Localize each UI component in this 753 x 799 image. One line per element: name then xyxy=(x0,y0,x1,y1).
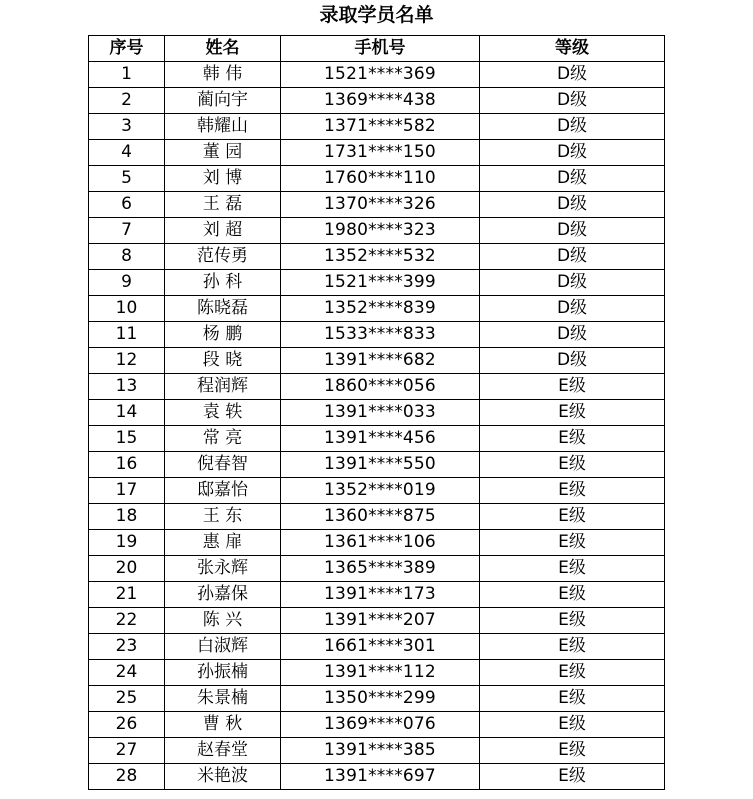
cell-name: 白淑辉 xyxy=(165,634,281,660)
cell-no: 23 xyxy=(89,634,165,660)
cell-name: 曹 秋 xyxy=(165,712,281,738)
cell-grade: E级 xyxy=(480,452,665,478)
page-title: 录取学员名单 xyxy=(319,4,434,26)
cell-grade: E级 xyxy=(480,426,665,452)
cell-no: 21 xyxy=(89,582,165,608)
cell-grade: D级 xyxy=(480,192,665,218)
cell-grade: D级 xyxy=(480,218,665,244)
cell-no: 17 xyxy=(89,478,165,504)
cell-no: 8 xyxy=(89,244,165,270)
table-row xyxy=(89,192,665,218)
cell-name: 赵春堂 xyxy=(165,738,281,764)
cell-phone: 1521****369 xyxy=(281,62,480,88)
cell-no: 16 xyxy=(89,452,165,478)
table-row xyxy=(89,556,665,582)
cell-name: 孙振楠 xyxy=(165,660,281,686)
cell-no: 7 xyxy=(89,218,165,244)
cell-grade: E级 xyxy=(480,660,665,686)
cell-no: 2 xyxy=(89,88,165,114)
cell-phone: 1391****456 xyxy=(281,426,480,452)
cell-grade: D级 xyxy=(480,244,665,270)
cell-grade: E级 xyxy=(480,738,665,764)
cell-grade: D级 xyxy=(480,270,665,296)
cell-no: 22 xyxy=(89,608,165,634)
cell-phone: 1980****323 xyxy=(281,218,480,244)
cell-no: 28 xyxy=(89,764,165,790)
cell-grade: E级 xyxy=(480,582,665,608)
cell-name: 常 亮 xyxy=(165,426,281,452)
cell-phone: 1352****019 xyxy=(281,478,480,504)
cell-no: 12 xyxy=(89,348,165,374)
cell-name: 惠 扉 xyxy=(165,530,281,556)
cell-grade: D级 xyxy=(480,140,665,166)
table-row xyxy=(89,738,665,764)
cell-name: 王 东 xyxy=(165,504,281,530)
table-row xyxy=(89,660,665,686)
cell-grade: D级 xyxy=(480,88,665,114)
table-row xyxy=(89,582,665,608)
cell-phone: 1352****839 xyxy=(281,296,480,322)
cell-name: 邸嘉怡 xyxy=(165,478,281,504)
table-row xyxy=(89,218,665,244)
cell-name: 米艳波 xyxy=(165,764,281,790)
cell-grade: E级 xyxy=(480,400,665,426)
cell-grade: E级 xyxy=(480,764,665,790)
cell-no: 13 xyxy=(89,374,165,400)
header-phone: 手机号 xyxy=(281,36,480,62)
cell-phone: 1760****110 xyxy=(281,166,480,192)
cell-phone: 1391****112 xyxy=(281,660,480,686)
cell-no: 4 xyxy=(89,140,165,166)
cell-phone: 1391****550 xyxy=(281,452,480,478)
cell-grade: D级 xyxy=(480,62,665,88)
cell-name: 倪春智 xyxy=(165,452,281,478)
cell-no: 5 xyxy=(89,166,165,192)
header-grade: 等级 xyxy=(480,36,665,62)
cell-phone: 1533****833 xyxy=(281,322,480,348)
cell-name: 董 园 xyxy=(165,140,281,166)
cell-grade: D级 xyxy=(480,296,665,322)
cell-grade: E级 xyxy=(480,504,665,530)
roster-body xyxy=(89,62,665,790)
header-row xyxy=(89,36,665,62)
cell-name: 张永辉 xyxy=(165,556,281,582)
table-row xyxy=(89,114,665,140)
cell-phone: 1369****076 xyxy=(281,712,480,738)
cell-phone: 1391****173 xyxy=(281,582,480,608)
table-row xyxy=(89,686,665,712)
table-row xyxy=(89,348,665,374)
header-no: 序号 xyxy=(89,36,165,62)
table-row xyxy=(89,244,665,270)
cell-no: 6 xyxy=(89,192,165,218)
cell-phone: 1521****399 xyxy=(281,270,480,296)
cell-grade: D级 xyxy=(480,322,665,348)
cell-phone: 1365****389 xyxy=(281,556,480,582)
table-row xyxy=(89,166,665,192)
cell-no: 18 xyxy=(89,504,165,530)
cell-grade: E级 xyxy=(480,686,665,712)
cell-grade: E级 xyxy=(480,712,665,738)
table-row xyxy=(89,530,665,556)
table-row xyxy=(89,296,665,322)
cell-phone: 1661****301 xyxy=(281,634,480,660)
cell-name: 程润辉 xyxy=(165,374,281,400)
cell-name: 杨 鹏 xyxy=(165,322,281,348)
table-row xyxy=(89,140,665,166)
cell-name: 刘 超 xyxy=(165,218,281,244)
table-row xyxy=(89,426,665,452)
cell-name: 韩 伟 xyxy=(165,62,281,88)
cell-name: 韩耀山 xyxy=(165,114,281,140)
cell-phone: 1731****150 xyxy=(281,140,480,166)
cell-no: 1 xyxy=(89,62,165,88)
cell-grade: E级 xyxy=(480,478,665,504)
cell-name: 孙嘉保 xyxy=(165,582,281,608)
cell-phone: 1391****385 xyxy=(281,738,480,764)
cell-no: 9 xyxy=(89,270,165,296)
cell-grade: D级 xyxy=(480,114,665,140)
cell-grade: E级 xyxy=(480,530,665,556)
table-row xyxy=(89,322,665,348)
cell-name: 范传勇 xyxy=(165,244,281,270)
header-name: 姓名 xyxy=(165,36,281,62)
cell-phone: 1391****207 xyxy=(281,608,480,634)
cell-no: 27 xyxy=(89,738,165,764)
cell-name: 段 晓 xyxy=(165,348,281,374)
cell-phone: 1391****682 xyxy=(281,348,480,374)
cell-grade: E级 xyxy=(480,634,665,660)
cell-name: 陈晓磊 xyxy=(165,296,281,322)
cell-no: 15 xyxy=(89,426,165,452)
cell-grade: D级 xyxy=(480,348,665,374)
cell-phone: 1352****532 xyxy=(281,244,480,270)
cell-name: 刘 博 xyxy=(165,166,281,192)
table-row xyxy=(89,712,665,738)
cell-grade: D级 xyxy=(480,166,665,192)
cell-phone: 1361****106 xyxy=(281,530,480,556)
roster-table xyxy=(88,35,665,790)
table-row xyxy=(89,62,665,88)
table-row xyxy=(89,608,665,634)
cell-no: 10 xyxy=(89,296,165,322)
cell-phone: 1391****033 xyxy=(281,400,480,426)
cell-no: 20 xyxy=(89,556,165,582)
cell-phone: 1350****299 xyxy=(281,686,480,712)
cell-no: 14 xyxy=(89,400,165,426)
cell-phone: 1391****697 xyxy=(281,764,480,790)
table-row xyxy=(89,270,665,296)
cell-phone: 1370****326 xyxy=(281,192,480,218)
table-row xyxy=(89,400,665,426)
cell-name: 孙 科 xyxy=(165,270,281,296)
table-row xyxy=(89,634,665,660)
cell-name: 朱景楠 xyxy=(165,686,281,712)
cell-no: 11 xyxy=(89,322,165,348)
table-row xyxy=(89,452,665,478)
cell-phone: 1371****582 xyxy=(281,114,480,140)
table-row xyxy=(89,88,665,114)
cell-no: 3 xyxy=(89,114,165,140)
cell-name: 袁 轶 xyxy=(165,400,281,426)
table-row xyxy=(89,374,665,400)
cell-phone: 1360****875 xyxy=(281,504,480,530)
cell-name: 陈 兴 xyxy=(165,608,281,634)
cell-name: 蔺向宇 xyxy=(165,88,281,114)
cell-grade: E级 xyxy=(480,608,665,634)
cell-grade: E级 xyxy=(480,374,665,400)
cell-phone: 1369****438 xyxy=(281,88,480,114)
cell-grade: E级 xyxy=(480,556,665,582)
cell-no: 24 xyxy=(89,660,165,686)
table-row xyxy=(89,764,665,790)
cell-name: 王 磊 xyxy=(165,192,281,218)
cell-no: 19 xyxy=(89,530,165,556)
cell-phone: 1860****056 xyxy=(281,374,480,400)
table-row xyxy=(89,478,665,504)
cell-no: 25 xyxy=(89,686,165,712)
table-row xyxy=(89,504,665,530)
cell-no: 26 xyxy=(89,712,165,738)
